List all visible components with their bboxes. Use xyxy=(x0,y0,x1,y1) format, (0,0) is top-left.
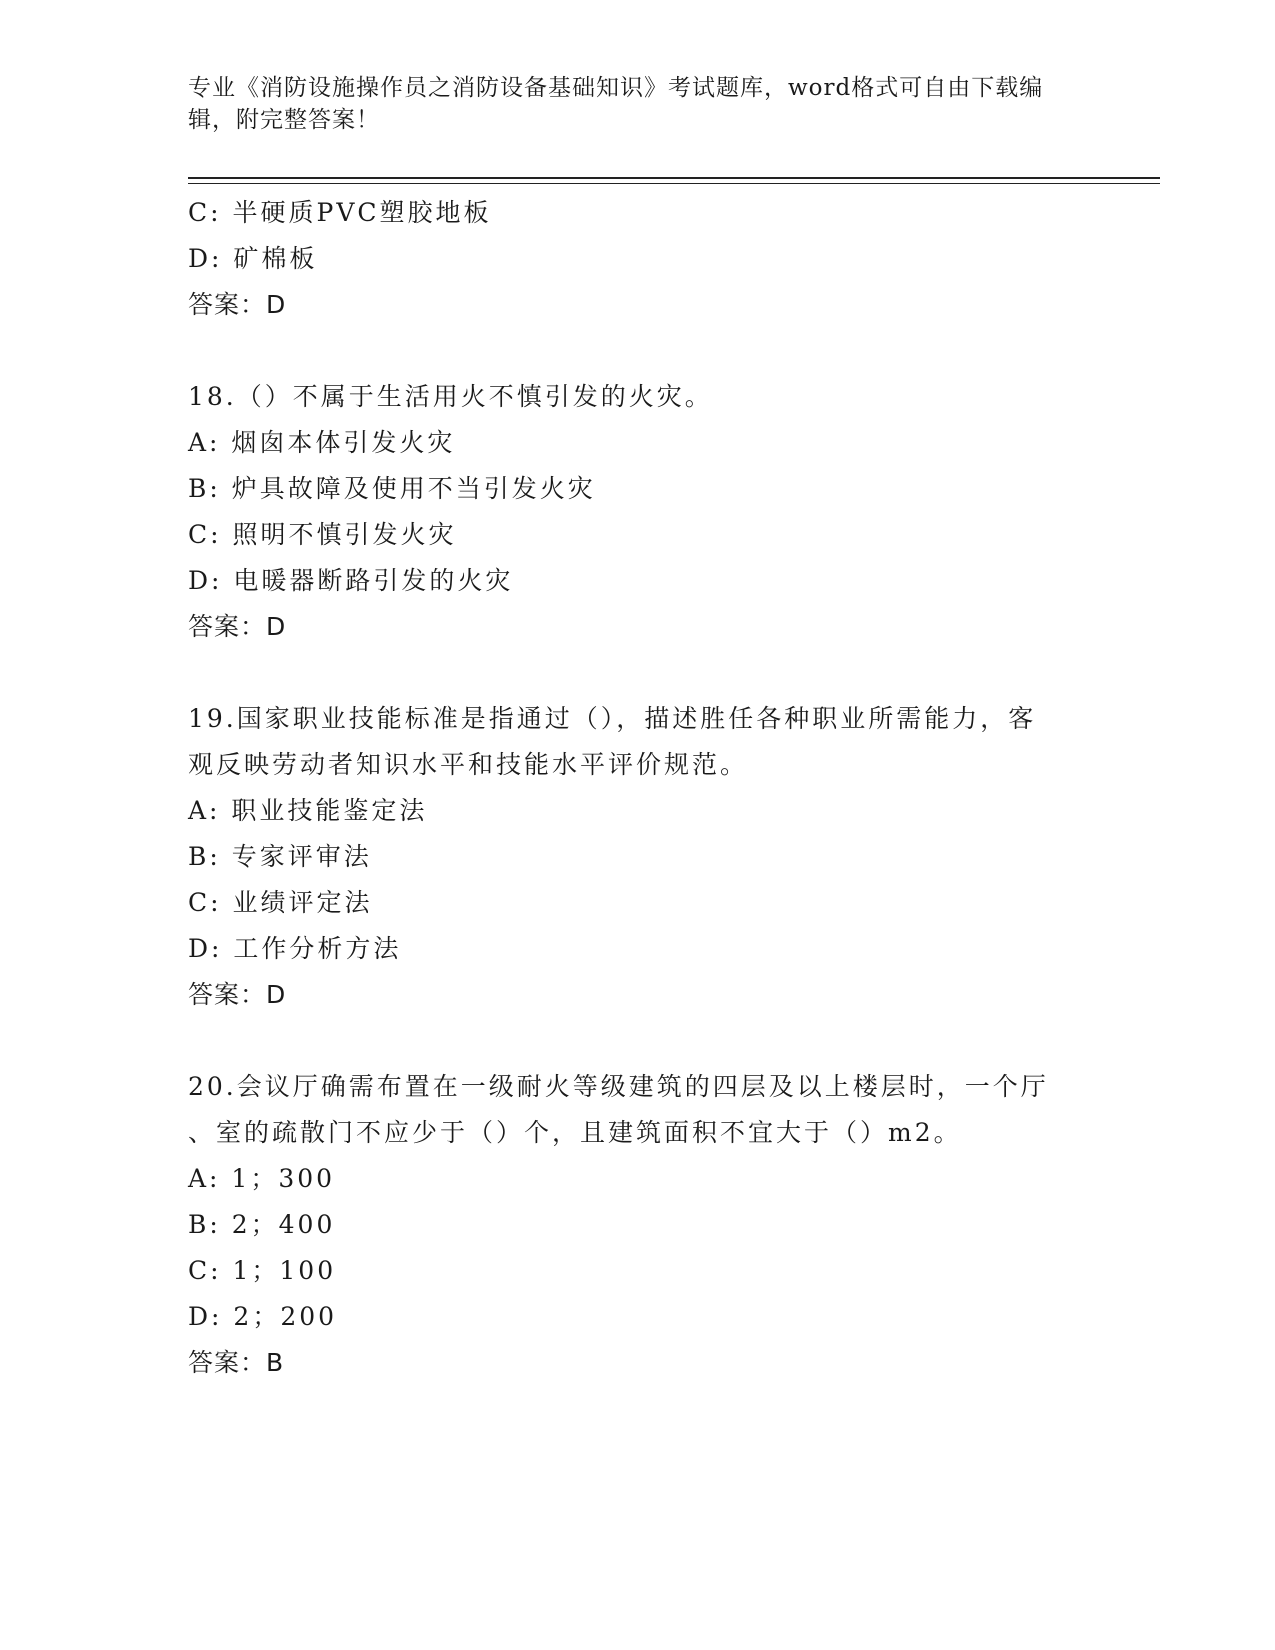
question-content xyxy=(188,190,1088,1386)
option-d: D: 矿棉板 xyxy=(188,244,318,273)
option-b: B: 专家评审法 xyxy=(188,842,372,871)
option-d: D: 电暖器断路引发的火灾 xyxy=(188,566,514,595)
question-stem: 18.（）不属于生活用火不慎引发的火灾。 xyxy=(188,382,713,411)
option-c: C: 照明不慎引发火灾 xyxy=(188,520,457,549)
spacer xyxy=(188,328,1088,374)
answer-line: 答案：D xyxy=(188,612,287,641)
option-c: C: 1；100 xyxy=(188,1256,337,1285)
question-stem-line-1: 20.会议厅确需布置在一级耐火等级建筑的四层及以上楼层时，一个厅 xyxy=(188,1072,1049,1101)
question-stem-line-2: 、室的疏散门不应少于（）个，且建筑面积不宜大于（）m2。 xyxy=(188,1118,962,1147)
header-divider-thin xyxy=(188,183,1160,184)
option-b: B: 2；400 xyxy=(188,1210,336,1239)
option-b: B: 炉具故障及使用不当引发火灾 xyxy=(188,474,596,503)
option-a: A: 1；300 xyxy=(188,1164,336,1193)
answer-line: 答案：D xyxy=(188,290,287,319)
answer-line: 答案：B xyxy=(188,1348,285,1377)
document-header: 专业《消防设施操作员之消防设备基础知识》考试题库，word格式可自由下载编辑，附完整答案！ xyxy=(188,75,1044,133)
question-stem-line-2: 观反映劳动者知识水平和技能水平评价规范。 xyxy=(188,750,749,779)
spacer xyxy=(188,1018,1088,1064)
question-20 xyxy=(188,1064,1088,1386)
question-stem-line-1: 19.国家职业技能标准是指通过（），描述胜任各种职业所需能力，客 xyxy=(188,704,1037,733)
option-a: A: 职业技能鉴定法 xyxy=(188,796,428,825)
answer-line: 答案：D xyxy=(188,980,287,1009)
option-c: C: 半硬质PVC塑胶地板 xyxy=(188,198,492,227)
option-d: D: 2；200 xyxy=(188,1302,338,1331)
header-divider-thick xyxy=(188,177,1160,179)
option-c: C: 业绩评定法 xyxy=(188,888,373,917)
option-d: D: 工作分析方法 xyxy=(188,934,402,963)
question-17-continuation xyxy=(188,190,1088,328)
spacer xyxy=(188,650,1088,696)
question-19 xyxy=(188,696,1088,1018)
option-a: A: 烟囱本体引发火灾 xyxy=(188,428,456,457)
question-18 xyxy=(188,374,1088,650)
